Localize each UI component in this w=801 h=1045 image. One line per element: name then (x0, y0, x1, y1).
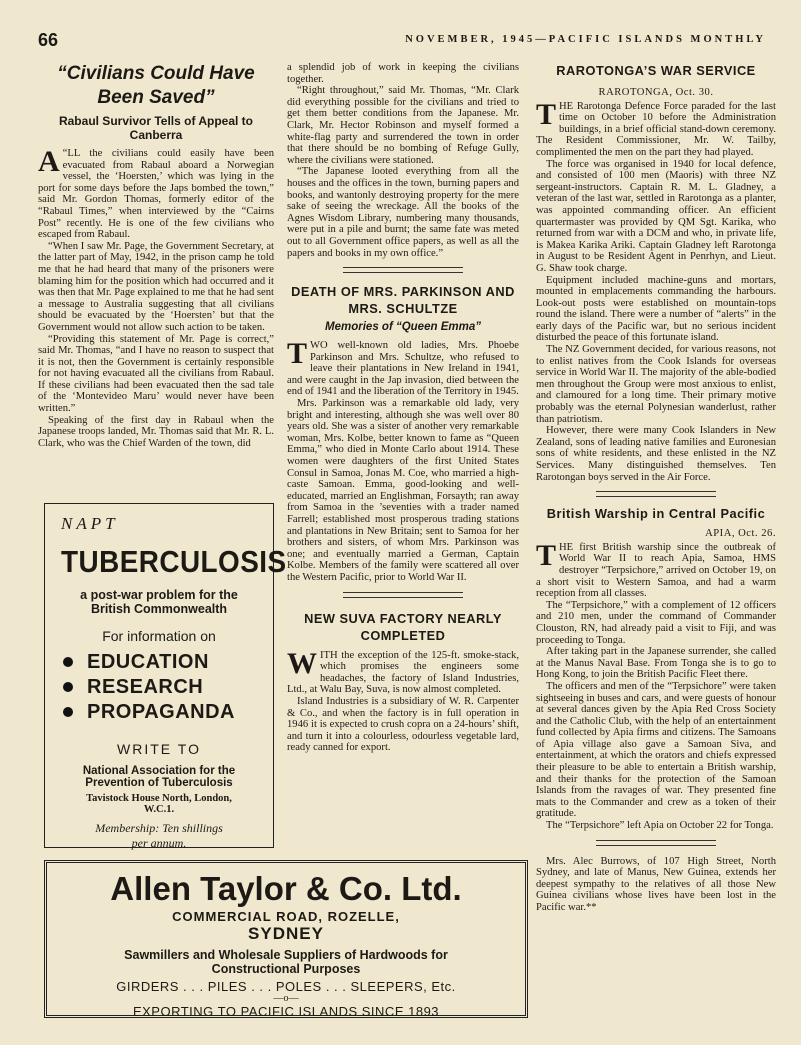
bullet-dot-icon (63, 682, 73, 692)
article-title: “Civilians Could Have Been Saved” (57, 63, 255, 108)
article-title: NEW SUVA FACTORY NEARLY COMPLETED (304, 610, 502, 643)
ad-divider: —o— (273, 993, 299, 1004)
napt-info: For information on (102, 628, 216, 644)
napt-org2: Prevention of Tuberculosis (85, 777, 233, 789)
napt-line1: a post-war problem for the (80, 588, 238, 602)
article-civilians (38, 62, 274, 449)
napt-headline: TUBERCULOSIS (61, 544, 287, 579)
running-head: NOVEMBER, 1945—PACIFIC ISLANDS MONTHLY (405, 34, 766, 45)
napt-line2: British Commonwealth (90, 602, 228, 616)
napt-write: WRITE TO (117, 741, 201, 757)
paragraph: ITH the exception of the 125-ft. smoke-stack, which promises the engineers some headaches, the factory of Island Industries, Ltd., at Walu Bay, Suva, is now almost completed. (287, 649, 519, 696)
paragraph: The officers and men of the “Terpsichore” were taken sightseeing in buses and cars, and were guests of honour at several dances given by the Apia Red Cross Society and the Catholic Club, with the help of an entertainment fund collected by Apia firms and citizens. The Samoans of Apia village also gave a Samoan Siva, and entertainment, at which the orators and chiefs expressed their pleasure to be able to entertain a British warship, and their thanks for the protection of the Samoan Islands from the ravages of war. They presented fine mats to the Commander and crew as a token of their gratitude. (536, 680, 776, 820)
section-divider (343, 592, 463, 598)
paragraph: The NZ Government decided, for various reasons, not to enlist natives from the Cook Islands for overseas service in World War II. The majority of the able-bodied men throughout the Group were most anxious to enlist, and clamoured for a long time. Their primary motive probably was the eternal Polynesian wanderlust, rather than patriotism. (536, 344, 776, 425)
bullet-dot-icon (63, 657, 73, 667)
dateline: RAROTONGA, Oct. 30. (598, 87, 714, 98)
paragraph: The force was organised in 1940 for local defence, and consisted of 100 men (Maoris) with three NZ sergeant-instructors. Captain R. M. L. Gladney, a veteran of the last war, settled in Rarotonga as a planter, was appointed commanding officer. An efficient quartermaster was provided by QM Sgt. Karika, who returned from war with a DCM and who, in private life, is Makea Karika Ariki. Captain Gladney left Rarotonga in August to be Resident Agent in Penrhyn, and Lieut. G. Shaw took charge. (536, 158, 776, 274)
paragraph: Speaking of the first day in Rabaul when the Japanese troops landed, Mr. Thomas said that Mr. R. L. Clark, who was the Chief Warden of the town, did (38, 414, 274, 449)
ad-line1: Sawmillers and Wholesale Suppliers of Hardwoods for (124, 948, 448, 962)
ad-products: GIRDERS . . . PILES . . . POLES . . . SLEEPERS, Etc. (116, 979, 456, 994)
article-rarotonga (536, 62, 776, 483)
napt-bullet: RESEARCH (61, 675, 257, 700)
article-title: RAROTONGA’S WAR SERVICE (556, 63, 756, 78)
paragraph: Island Industries is a subsidiary of W. R. Carpenter & Co., and when the factory is in full operation in 1946 it is expected to crush copra on a 24-hours’ shift, and turn it into a colourless, odourless vegetable lard, ready canned for export. (287, 695, 519, 754)
paragraph: a splendid job of work in keeping the civilians together. (287, 62, 519, 85)
dateline: APIA, Oct. 26. (705, 528, 776, 540)
drop-cap: W (287, 646, 317, 680)
article-subtitle: Memories of “Queen Emma” (325, 321, 481, 334)
ad-city: SYDNEY (248, 924, 324, 943)
paragraph: “The Japanese looted everything from all the houses and the offices in the town, burning papers and books, and wantonly destroying property for the mere sake of seeing the wreckage. All the books of the Agnes Wisdom Library, numbering many thousands, were put in a pile and burnt; the same fate was meted out to all Government office papers, as well as all the papers and books in my own office.” (287, 166, 519, 259)
napt-bullet: EDUCATION (61, 650, 257, 675)
paragraph: Equipment included machine-guns and mortars, mounted in emplacements commanding the harbours. Look-out posts were established on mountain-tops round the island. There were a number of “alerts” in the early days of the Pacific war, but no serious incident disturbed the peace of this fortunate island. (536, 274, 776, 344)
ad-line2: Constructional Purposes (211, 962, 361, 976)
bullet-dot-icon (63, 707, 73, 717)
ad-company-name: Allen Taylor & Co. Ltd. (110, 870, 462, 907)
drop-cap: T (536, 97, 557, 131)
column-middle (287, 62, 519, 754)
napt-label: NAPT (61, 514, 119, 533)
page-number: 66 (38, 30, 59, 50)
article-british-warship (536, 505, 776, 831)
article-parkinson (287, 283, 519, 583)
napt-membership: Membership: Ten shillings per annum. (95, 821, 223, 850)
section-divider (596, 840, 716, 846)
paragraph: “Right throughout,” said Mr. Thomas, “Mr. Clark did everything possible for the civilians and tried to get them better conditions from the Japanese. Mr. Clark, Mr. Hector Robinson and myself formed a white-flag party and surrendered the town in order that there should be no bombing of Refuge Gully, where the civilians were stationed. (287, 85, 519, 166)
napt-bullet: PROPAGANDA (61, 700, 257, 725)
article-suva-factory (287, 610, 519, 754)
article-subtitle: Rabaul Survivor Tells of Appeal to Canberra (58, 114, 254, 142)
article-title: British Warship in Central Pacific (546, 506, 766, 522)
paragraph: The “Terpsichore” left Apia on October 22 for Tonga. (546, 820, 774, 832)
ad-export: EXPORTING TO PACIFIC ISLANDS SINCE 1893 (132, 1004, 440, 1019)
napt-address2: W.C.1. (143, 804, 175, 815)
ad-address: COMMERCIAL ROAD, ROZELLE, (172, 909, 400, 924)
paragraph: “When I saw Mr. Page, the Government Secretary, at the latter part of May, 1942, in the prison camp he told me that he had heard that many of the prisoners were blaming him for the position which had occurred and it was then that Mr. Page explained to me that he had sent a message to Australia suggesting that all civilians should be evacuated by the ‘Hoersten’ but that the Government would not allow such action to be taken. (38, 240, 274, 333)
drop-cap: T (536, 538, 557, 572)
paragraph: After taking part in the Japanese surrender, she called at the Manus Naval Base. From Tonga she is to go to Hong Kong, to join the British Pacific Fleet there. (536, 646, 776, 681)
allen-taylor-advertisement (44, 860, 528, 1018)
paragraph: HE first British warship since the outbreak of World War II to reach Apia, Samoa, HMS destroyer “Terpsichore,” arrived on October 19, on a short visit to Western Samoa, and had a warm reception from all classes. (536, 541, 776, 600)
article-title: DEATH OF MRS. PARKINSON AND MRS. SCHULTZE (291, 284, 515, 317)
napt-advertisement (44, 503, 287, 850)
paragraph: “LL the civilians could easily have been evacuated from Rabaul aboard a Norwegian vessel, the ‘Hoersten,’ which was lying in the port for some days before the Japs bombed the town,” said Mr. Gordon Thomas, formerly editor of the “Rabaul Times,” when interviewed by the “Cairns Post” recently. He is one of the few civilians who escaped from Rabaul. (38, 148, 274, 241)
column-right (536, 62, 776, 914)
paragraph: Mrs. Parkinson was a remarkable old lady, very bright and interesting, although she was well over 80 years old. She was a sister of another very remarkable woman, Mrs. Kolbe, better known to fame as “Queen Emma,” who died in Monte Carlo about 1914. These women were daughters of the first United States Consul in Samoa, Jonas M. Coe, who married a high-caste Samoan. Emma, good-looking and well-educated, married an Englishman, Forsayth; ran away from Samoa in the ’seventies with a trader named Farrell; established most prosperous trading stations and plantations in New Britain; sent to Samoa for her brothers and sisters, of whom Mrs. Parkinson was one; and eventually married a German, Captain Kolbe. Members of the family were scattered all over the Western Pacific, prior to World War II. (287, 398, 519, 583)
section-divider (343, 267, 463, 273)
drop-cap: A (38, 145, 60, 178)
napt-address1: Tavistock House North, London, (86, 793, 232, 804)
paragraph: WO well-known old ladies, Mrs. Phoebe Parkinson and Mrs. Schultze, who refused to leave their plantations in New Ireland in 1941, and were caught in the Jap invasion, died between the end of 1941 and the liberation of the Territory in 1945. (287, 340, 519, 398)
paragraph: However, there were many Cook Islanders in New Zealand, sons of leading native families and Euronesian sons of white residents, and these enlisted in the NZ Services. Many distinguished themselves. Ten Rarotongan boys served in the Air Force. (536, 425, 776, 483)
paragraph: The “Terpsichore,” with a complement of 12 officers and 210 men, under the command of Commander Clouston, RN, had already paid a visit to Fiji, and was proceeding to Tonga. (536, 599, 776, 646)
napt-bullet-list (61, 650, 257, 725)
sympathy-notice: Mrs. Alec Burrows, of 107 High Street, North Sydney, and late of Manus, New Guinea, extends her deepest sympathy to the relatives of all those New Guinea civilians whose lives have been lost in the Pacific war.** (536, 855, 776, 913)
paragraph: HE Rarotonga Defence Force paraded for the last time on October 10 before the Administration buildings, in a brief official stand-down ceremony. The Resident Commissioner, Mr. W. Tailby, complimented the men on the part they had played. (536, 100, 776, 158)
section-divider (596, 491, 716, 497)
paragraph: “Providing this statement of Mr. Page is correct,” said Mr. Thomas, “and I have no reason to suspect that it is not, then the Government is certainly responsible for not having evacuated all the civilians from Rabaul. If these civilians had been evacuated then the sad tale of the ‘Montevideo Maru’ would never have been written.” (38, 333, 274, 415)
drop-cap: T (287, 337, 308, 371)
page-header (38, 30, 766, 50)
napt-org1: National Association for the (82, 765, 236, 777)
